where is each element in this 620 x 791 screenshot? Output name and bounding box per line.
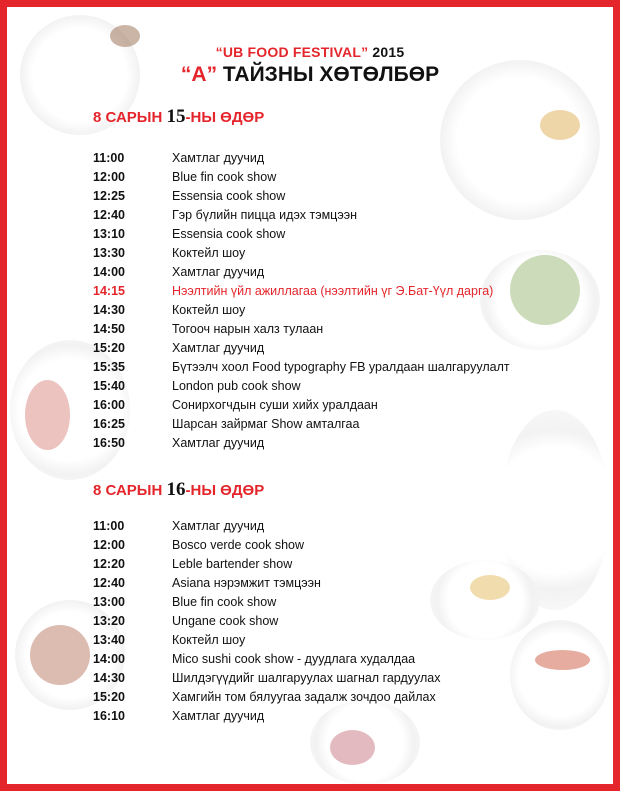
food-plate-image xyxy=(510,620,610,730)
food-plate-image xyxy=(535,650,590,670)
event-title: Хамтлаг дуучид xyxy=(172,264,265,279)
food-plate-image xyxy=(30,625,90,685)
event-title: Бүтээлч хоол Food typography FB уралдаан шалгаруулалт xyxy=(172,359,510,374)
schedule-row xyxy=(93,224,510,243)
event-title: Хамтлаг дуучид xyxy=(172,708,265,723)
day-suffix: -НЫ ӨДӨР xyxy=(185,109,265,126)
event-title: Коктейл шоу xyxy=(172,245,246,260)
event-title: Bosco verde cook show xyxy=(172,537,305,552)
schedule-row xyxy=(93,300,510,319)
food-plate-image xyxy=(25,380,70,450)
schedule-row xyxy=(93,243,510,262)
event-time: 13:10 xyxy=(93,226,125,241)
event-time: 14:00 xyxy=(93,264,125,279)
event-time: 12:00 xyxy=(93,169,125,184)
event-title: Mico sushi cook show - дуудлага худалдаа xyxy=(172,651,416,666)
festival-year: 2015 xyxy=(372,44,405,60)
event-title: Тогооч нарын халз тулаан xyxy=(172,321,324,336)
schedule-list xyxy=(93,516,441,725)
schedule-row xyxy=(93,319,510,338)
schedule-row xyxy=(93,205,510,224)
event-time: 16:25 xyxy=(93,416,125,431)
event-title: Коктейл шоу xyxy=(172,632,246,647)
stage-label: “A” xyxy=(180,63,218,86)
event-title: Essensia cook show xyxy=(172,188,286,203)
schedule-row xyxy=(93,611,441,630)
program-title-text: ТАЙЗНЫ ХӨТӨЛБӨР xyxy=(222,63,440,86)
event-title: Шарсан зайрмаг Show амталгаа xyxy=(172,416,360,431)
event-time: 16:50 xyxy=(93,435,125,450)
event-time: 12:20 xyxy=(93,556,125,571)
event-title: Essensia cook show xyxy=(172,226,286,241)
event-time: 13:00 xyxy=(93,594,125,609)
schedule-row xyxy=(93,668,441,687)
event-time: 14:00 xyxy=(93,651,125,666)
event-time: 14:30 xyxy=(93,302,125,317)
festival-title xyxy=(0,44,620,60)
event-title: Нээлтийн үйл ажиллагаа (нээлтийн үг Э.Бат-Үүл дарга) xyxy=(172,283,494,298)
day-suffix: -НЫ ӨДӨР xyxy=(185,482,265,499)
event-title: Гэр бүлийн пицца идэх тэмцээн xyxy=(172,207,358,222)
event-title: Хамтлаг дуучид xyxy=(172,150,265,165)
food-plate-image xyxy=(330,730,375,765)
event-time: 16:10 xyxy=(93,708,125,723)
event-title: Хамгийн том бялуугаа задалж зочдоо дайлах xyxy=(172,689,436,704)
schedule-row xyxy=(93,357,510,376)
schedule-row xyxy=(93,338,510,357)
schedule-row xyxy=(93,687,441,706)
day-prefix: 8 САРЫН xyxy=(93,109,163,126)
day-heading xyxy=(93,106,264,128)
event-time: 12:40 xyxy=(93,575,125,590)
schedule-row xyxy=(93,649,441,668)
day-prefix: 8 САРЫН xyxy=(93,482,163,499)
event-time: 12:25 xyxy=(93,188,125,203)
food-plate-image xyxy=(470,575,510,600)
event-time: 14:30 xyxy=(93,670,125,685)
schedule-row xyxy=(93,167,510,186)
schedule-row xyxy=(93,706,441,725)
program-title xyxy=(0,63,620,87)
schedule-row xyxy=(93,516,441,535)
schedule-list xyxy=(93,148,510,452)
schedule-row xyxy=(93,281,510,300)
event-time: 14:50 xyxy=(93,321,125,336)
event-time: 15:40 xyxy=(93,378,125,393)
schedule-row xyxy=(93,376,510,395)
schedule-row xyxy=(93,262,510,281)
event-time: 12:40 xyxy=(93,207,125,222)
event-time: 13:20 xyxy=(93,613,125,628)
event-time: 14:15 xyxy=(93,283,125,298)
schedule-row xyxy=(93,630,441,649)
schedule-row xyxy=(93,148,510,167)
schedule-row xyxy=(93,535,441,554)
schedule-row xyxy=(93,186,510,205)
event-time: 15:35 xyxy=(93,359,125,374)
food-plate-image xyxy=(510,255,580,325)
event-time: 11:00 xyxy=(93,518,125,533)
event-time: 13:40 xyxy=(93,632,125,647)
event-title: Leble bartender show xyxy=(172,556,293,571)
event-time: 13:30 xyxy=(93,245,125,260)
schedule-row xyxy=(93,395,510,414)
event-time: 11:00 xyxy=(93,150,125,165)
event-time: 12:00 xyxy=(93,537,125,552)
food-plate-image xyxy=(540,110,580,140)
event-title: London pub cook show xyxy=(172,378,301,393)
event-title: Хамтлаг дуучид xyxy=(172,518,265,533)
event-title: Blue fin cook show xyxy=(172,594,277,609)
event-title: Ungane cook show xyxy=(172,613,279,628)
event-title: Хамтлаг дуучид xyxy=(172,340,265,355)
schedule-row xyxy=(93,573,441,592)
event-title: Хамтлаг дуучид xyxy=(172,435,265,450)
day-heading xyxy=(93,479,264,501)
event-time: 15:20 xyxy=(93,340,125,355)
event-title: Asiana нэрэмжит тэмцээн xyxy=(172,575,321,590)
event-time: 15:20 xyxy=(93,689,125,704)
schedule-row xyxy=(93,433,510,452)
event-title: Шилдэгүүдийг шалгаруулах шагнал гардуулах xyxy=(172,670,441,685)
event-time: 16:00 xyxy=(93,397,125,412)
event-title: Коктейл шоу xyxy=(172,302,246,317)
event-title: Blue fin cook show xyxy=(172,169,277,184)
day-number: 16 xyxy=(166,479,186,500)
food-plate-image xyxy=(430,560,540,640)
schedule-row xyxy=(93,554,441,573)
schedule-row xyxy=(93,414,510,433)
festival-name: “UB FOOD FESTIVAL” xyxy=(215,44,369,60)
day-number: 15 xyxy=(166,106,186,127)
event-title: Сонирхогчдын суши хийх уралдаан xyxy=(172,397,378,412)
schedule-row xyxy=(93,592,441,611)
